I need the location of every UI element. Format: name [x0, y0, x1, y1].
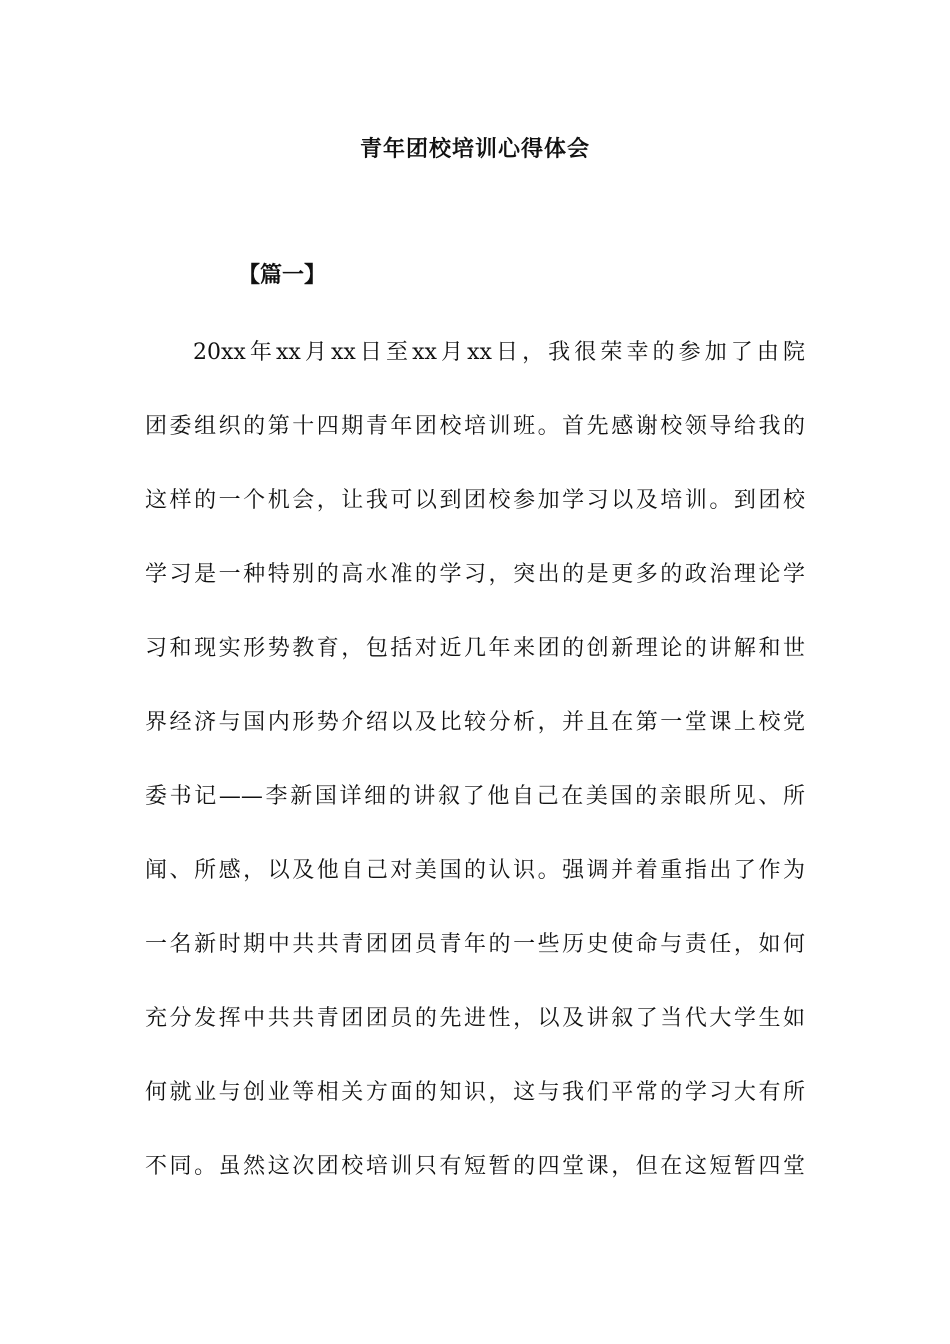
paragraph-line: 一名新时期中共共青团团员青年的一些历史使命与责任，如何: [145, 932, 805, 957]
section-label: 【篇一】: [238, 262, 327, 288]
paragraph-line: 何就业与创业等相关方面的知识，这与我们平常的学习大有所: [145, 1080, 805, 1105]
document-title: 青年团校培训心得体会: [359, 136, 590, 162]
paragraph-line: 20xx年xx月xx日至xx月xx日，我很荣幸的参加了由院: [193, 340, 805, 365]
paragraph-line: 不同。虽然这次团校培训只有短暂的四堂课，但在这短暂四堂: [145, 1154, 805, 1179]
paragraph-line: 闻、所感，以及他自己对美国的认识。强调并着重指出了作为: [145, 858, 805, 883]
paragraph-line: 界经济与国内形势介绍以及比较分析，并且在第一堂课上校党: [145, 710, 805, 735]
paragraph-line: 习和现实形势教育，包括对近几年来团的创新理论的讲解和世: [145, 636, 805, 661]
paragraph-line: 这样的一个机会，让我可以到团校参加学习以及培训。到团校: [145, 488, 805, 513]
paragraph-line: 充分发挥中共共青团团员的先进性，以及讲叙了当代大学生如: [145, 1006, 805, 1031]
paragraph-line: 团委组织的第十四期青年团校培训班。首先感谢校领导给我的: [145, 414, 805, 439]
paragraph-line: 学习是一种特别的高水准的学习，突出的是更多的政治理论学: [145, 562, 805, 587]
paragraph-line: 委书记——李新国详细的讲叙了他自己在美国的亲眼所见、所: [145, 784, 805, 809]
